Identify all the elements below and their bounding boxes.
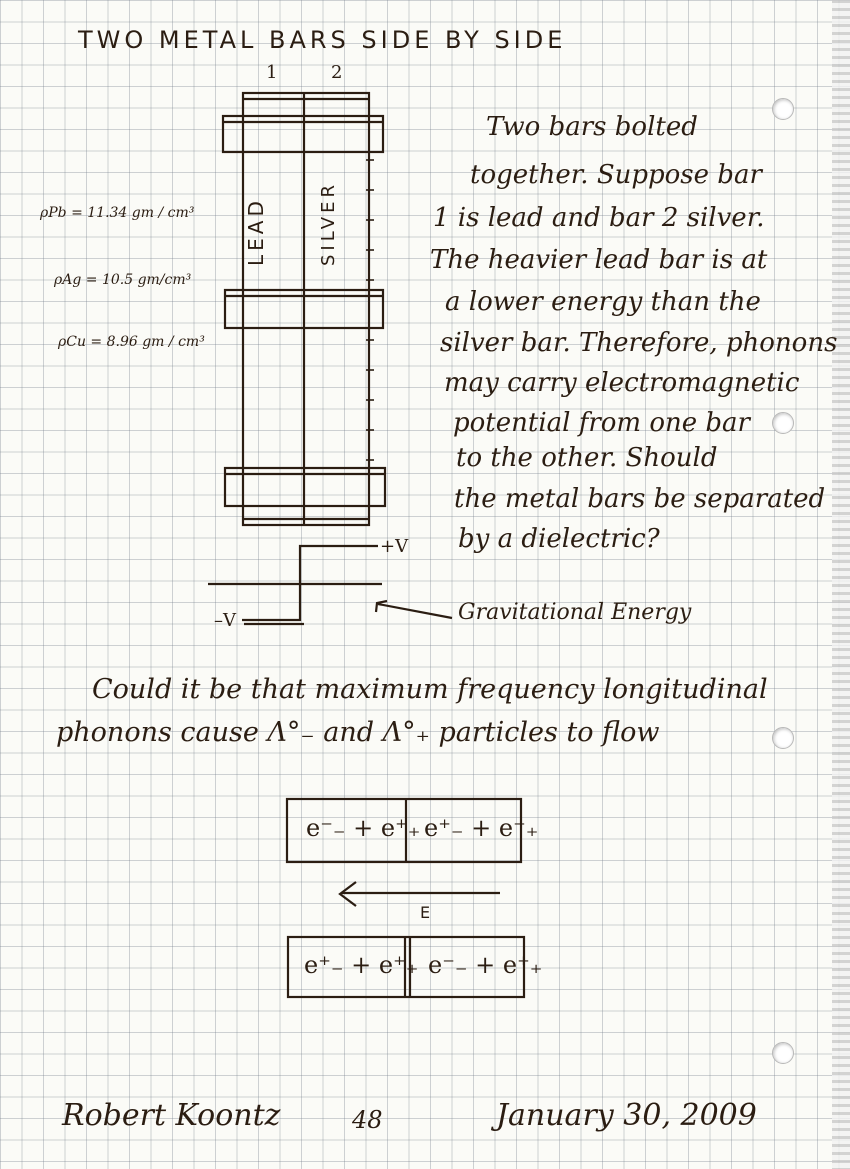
density-symbol: ρAg =	[54, 272, 98, 288]
density-symbol: ρPb =	[40, 205, 83, 221]
page-number: 48	[352, 1106, 383, 1134]
density-value: 10.5	[101, 272, 134, 288]
bar-outline	[243, 93, 369, 525]
density-value: 8.96	[106, 334, 138, 350]
date: January 30, 2009	[496, 1098, 757, 1133]
density-unit: gm / cm³	[131, 205, 195, 221]
question-line: phonons cause Λ°₋ and Λ°₊ particles to flow	[56, 717, 660, 748]
note-line: by a dielectric?	[458, 524, 660, 554]
particle-pair-bottom-left: e⁺₋ + e⁺₊	[304, 951, 419, 979]
density-unit: gm/cm³	[137, 272, 192, 288]
energy-label: Gravitational Energy	[458, 600, 692, 625]
bar-label-lead: LEAD	[244, 197, 268, 266]
density-value: 11.34	[87, 205, 128, 221]
note-line: the metal bars be separated	[454, 484, 826, 514]
bar-number-1: 1	[266, 62, 278, 83]
note-line: together. Suppose bar	[470, 160, 762, 190]
density-unit: gm / cm³	[142, 334, 205, 350]
particle-pair-top-left: e⁻₋ + e⁺₊	[306, 814, 421, 842]
note-line: a lower energy than the	[445, 287, 761, 317]
page-title: TWO METAL BARS SIDE BY SIDE	[78, 26, 567, 54]
question-line: Could it be that maximum frequency longitudinal	[92, 674, 768, 705]
note-line: 1 is lead and bar 2 silver.	[433, 203, 765, 233]
energy-arrow	[378, 604, 452, 618]
particle-pair-top-right: e⁺₋ + e⁻₊	[424, 814, 539, 842]
density-silver	[54, 272, 191, 288]
bar-label-silver: SILVER	[318, 181, 339, 266]
note-line: may carry electromagnetic	[444, 368, 800, 398]
note-line: potential from one bar	[453, 408, 750, 438]
voltage-plus-label: +V	[380, 536, 409, 557]
signature: Robert Koontz	[62, 1098, 281, 1133]
bar-number-2: 2	[331, 62, 343, 83]
density-copper	[58, 334, 205, 350]
voltage-minus-label: –V	[214, 610, 236, 631]
note-line: The heavier lead bar is at	[430, 245, 768, 275]
density-symbol: ρCu =	[58, 334, 103, 350]
field-label: E	[420, 903, 431, 922]
note-line: Two bars bolted	[486, 112, 698, 142]
note-line: silver bar. Therefore, phonons	[440, 328, 838, 358]
density-lead	[40, 205, 194, 221]
note-line: to the other. Should	[456, 443, 718, 473]
particle-pair-bottom-right: e⁻₋ + e⁺₊	[428, 951, 543, 979]
